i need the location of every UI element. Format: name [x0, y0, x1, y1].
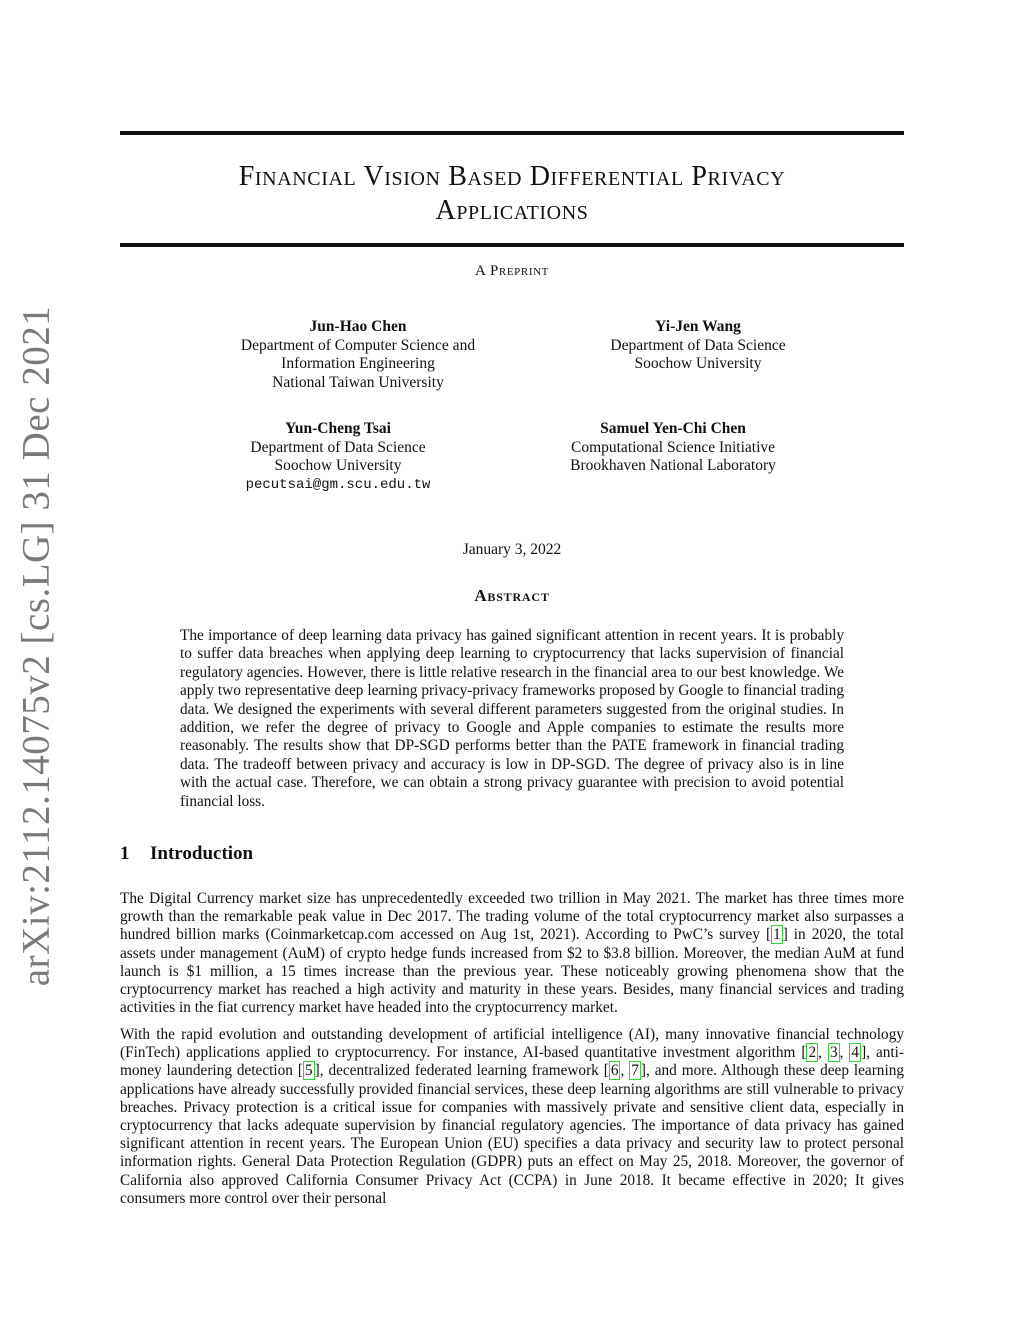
citation-link[interactable]: 5: [304, 1062, 313, 1080]
author-block: [503, 420, 843, 476]
author-affiliation: Information Engineering: [281, 355, 435, 372]
author-affiliation: Soochow University: [634, 355, 762, 372]
section-heading: [120, 843, 253, 865]
title-bottom-rule: [120, 243, 904, 247]
citation-link[interactable]: 1: [773, 926, 781, 944]
publication-date: January 3, 2022: [462, 541, 562, 558]
paper-title-line-2: Applications: [435, 195, 589, 226]
author-affiliation: Department of Data Science: [250, 438, 426, 456]
citation-link[interactable]: 6: [610, 1062, 619, 1080]
author-name: Yi-Jen Wang: [655, 318, 741, 335]
author-affiliation: Department of Computer Science and: [240, 336, 476, 354]
citation-link[interactable]: 4: [851, 1044, 860, 1062]
author-name: Jun-Hao Chen: [309, 318, 407, 335]
author-name: Yun-Cheng Tsai: [285, 420, 391, 437]
author-email[interactable]: pecutsai@gm.scu.edu.tw: [245, 476, 431, 493]
intro-paragraph-1: The Digital Currency market size has unprecedentedly exceeded two trillion in May 2021. The market has three times more growth than the remarkable peak value in Dec 2017. The trading volume of the total cryptocurrency market also surpasses a hundred billion marks (Coinmarketcap.com accessed on Aug 1st, 2021). According to PwC’s survey [ 1 ] in 2020, the total assets under management (AuM) of crypto hedge funds increased from $2 to $3.8 billion. Moreover, the median AuM at fund launch is $1 million, a 15 times increase than the previous year. These noticeably growing phenomena show that the cryptocurrency market has reached a high activity and maturity in these years. Besides, many financial services and trading activities in the fiat currency market have headed into the cryptocurrency market.: [120, 890, 904, 1017]
preprint-label: A Preprint: [475, 263, 549, 279]
citation-link[interactable]: 3: [829, 1044, 838, 1062]
section-number: 1: [120, 843, 130, 864]
author-affiliation: Department of Data Science: [610, 336, 786, 354]
section-title: Introduction: [150, 843, 254, 864]
author-affiliation: Computational Science Initiative: [570, 438, 776, 456]
author-affiliation: Brookhaven National Laboratory: [570, 457, 776, 474]
abstract-heading: Abstract: [474, 586, 550, 605]
citation-link[interactable]: 2: [808, 1044, 817, 1062]
intro-paragraph-2: With the rapid evolution and outstanding development of artificial intelligence (AI), many innovative financial technology (FinTech) applications applied to cryptocurrency. For instance, AI-based quantitative investment algorithm [ 2 , 3 , 4 ], anti-money laundering detection [ 5 ], decentralized federated learning framework [ 6 , 7 ], and more. Although these deep learning applications have already successfully provided financial services, these deep learning algorithms are still vulnerable to privacy breaches. Privacy protection is a critical issue for companies with massively private and sensitive client data, especially in cryptocurrency that lacks adequate supervision by financial regulatory agencies. The importance of data privacy has gained significant attention in recent years. The European Union (EU) specifies a data privacy and security law to protect personal information rights. General Data Protection Regulation (GDPR) puts an effect on May 25, 2018. Moreover, the governor of California also approved California Consumer Privacy Act (CCPA) in June 2018. It became effective in 2020; It gives consumers more control over their personal: [120, 1026, 904, 1207]
author-block: [168, 420, 508, 494]
author-affiliation: Soochow University: [274, 457, 402, 474]
citation-link[interactable]: 7: [631, 1062, 639, 1080]
title-top-rule: [120, 131, 904, 135]
author-name: Samuel Yen-Chi Chen: [600, 420, 746, 437]
author-block: [528, 318, 868, 374]
author-block: [188, 318, 528, 392]
author-affiliation: National Taiwan University: [272, 373, 444, 391]
abstract-text: The importance of deep learning data privacy has gained significant attention in recent years. It is probably to suffer data breaches when applying deep learning to cryptocurrency that lacks supervision of financial regulatory agencies. However, there is little relative research in the financial area to our best knowledge. We apply two representative deep learning privacy-privacy frameworks proposed by Google to financial trading data. We designed the experiments with several different parameters suggested from the original studies. In addition, we refer the degree of privacy to Google and Apple companies to estimate the results more reasonably. The results show that DP-SGD performs better than the PATE framework in financial trading data. The tradeoff between privacy and accuracy is low in DP-SGD. The degree of privacy also is in line with the actual case. Therefore, we can obtain a strong privacy guarantee with precision to avoid potential financial loss.: [180, 627, 844, 810]
paper-title-line-1: Financial Vision Based Differential Privacy: [238, 161, 786, 192]
